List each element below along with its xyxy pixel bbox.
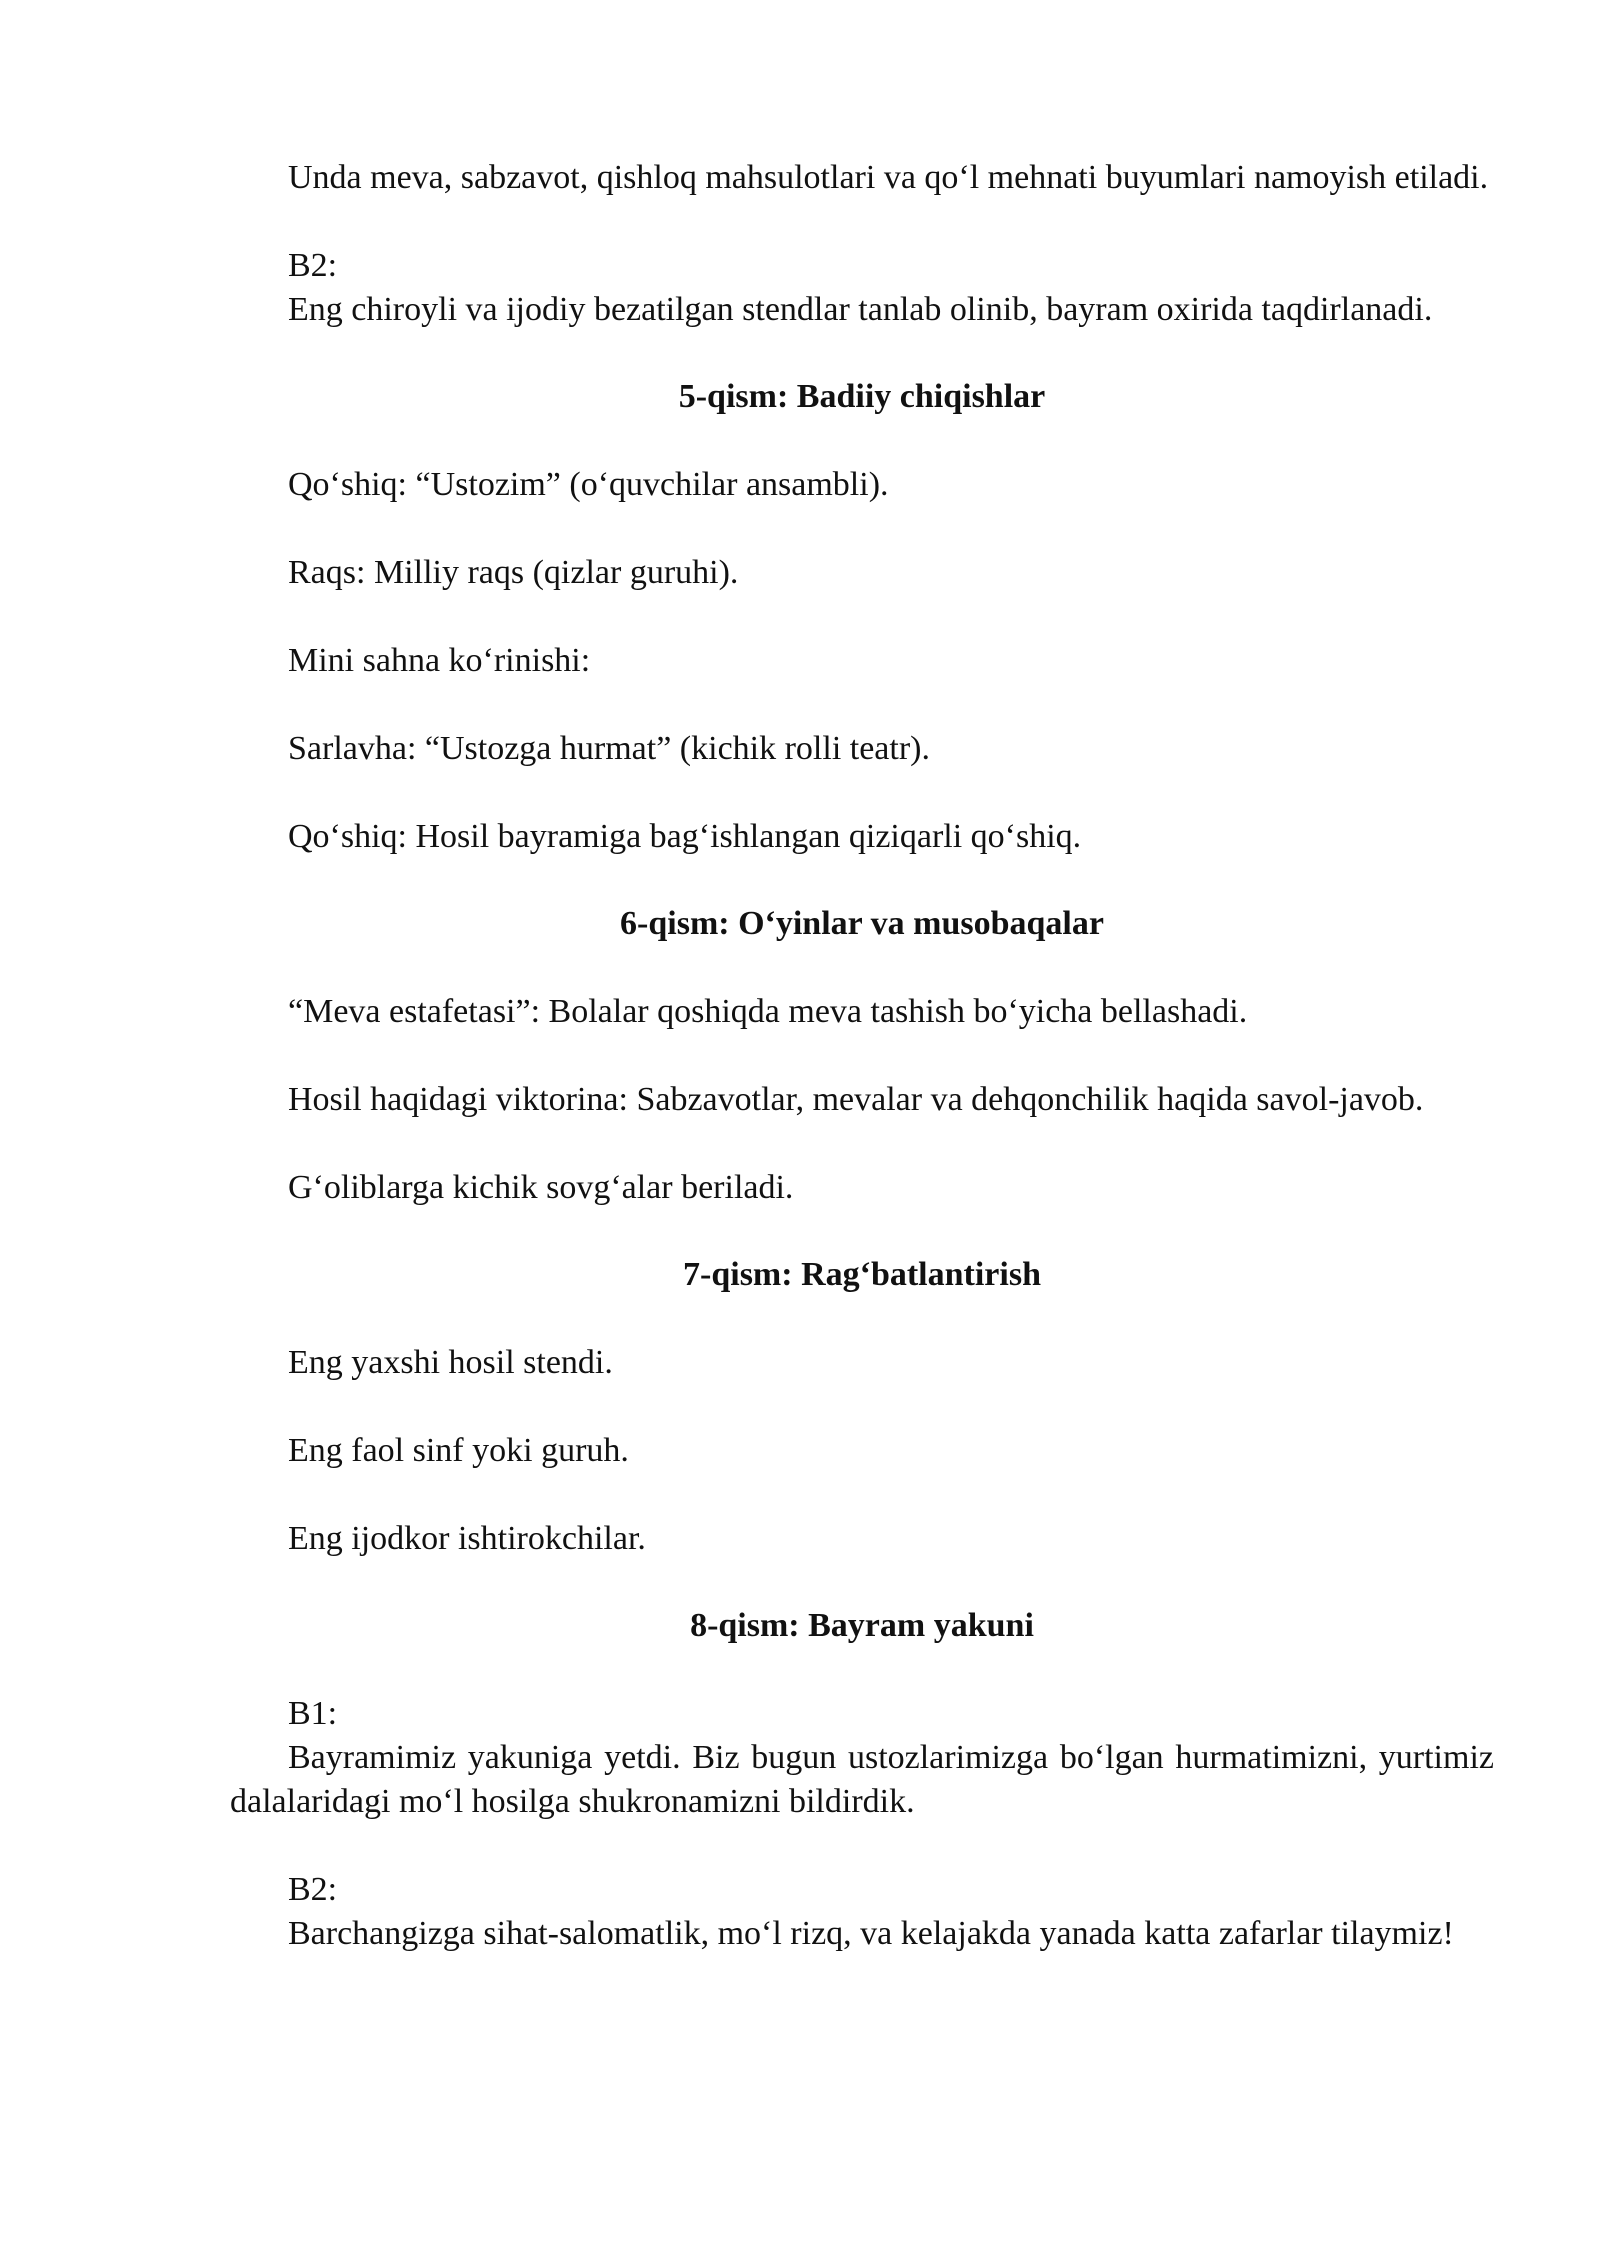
section-7-item-best-stand: Eng yaxshi hosil stendi. xyxy=(288,1344,613,1381)
speaker-label-b2-closing: B2: xyxy=(288,1871,338,1908)
section-5-heading: 5-qism: Badiiy chiqishlar xyxy=(678,378,1046,415)
section-7-item-active-class: Eng faol sinf yoki guruh. xyxy=(288,1432,629,1469)
speaker-label-b2: B2: xyxy=(288,247,338,284)
section-7-item-creative: Eng ijodkor ishtirokchilar. xyxy=(288,1520,646,1557)
document-page xyxy=(230,156,1494,1956)
section-6-item-quiz: Hosil haqidagi viktorina: Sabzavotlar, mevalar va dehqonchilik haqida savol-javob. xyxy=(288,1081,1424,1118)
section-5-item-harvest-song: Qo‘shiq: Hosil bayramiga bag‘ishlangan qiziqarli qo‘shiq. xyxy=(288,818,1082,855)
section-6-heading: 6-qism: O‘yinlar va musobaqalar xyxy=(620,905,1104,942)
closing-paragraph-2: Barchangizga sihat-salomatlik, mo‘l rizq, va kelajakda yanada katta zafarlar tilaymiz! xyxy=(288,1915,1454,1952)
closing-paragraph-1: Bayramimiz yakuniga yetdi. Biz bugun ustozlarimizga bo‘lgan hurmatimizni, yurtimiz dalalaridagi mo‘l hosilga shukronamizni bildirdik. xyxy=(230,1739,1494,1820)
section-5-item-dance: Raqs: Milliy raqs (qizlar guruhi). xyxy=(288,554,739,591)
exhibition-description: Unda meva, sabzavot, qishloq mahsulotlari va qo‘l mehnati buyumlari namoyish etiladi. xyxy=(288,159,1489,196)
stand-award-paragraph: Eng chiroyli va ijodiy bezatilgan stendlar tanlab olinib, bayram oxirida taqdirlanadi. xyxy=(288,291,1433,328)
section-8-heading: 8-qism: Bayram yakuni xyxy=(690,1607,1034,1644)
section-5-item-title: Sarlavha: “Ustozga hurmat” (kichik rolli teatr). xyxy=(288,730,930,767)
section-5-item-mini-scene: Mini sahna ko‘rinishi: xyxy=(288,642,591,679)
section-7-heading: 7-qism: Rag‘batlantirish xyxy=(683,1256,1041,1293)
section-6-item-relay: “Meva estafetasi”: Bolalar qoshiqda meva tashish bo‘yicha bellashadi. xyxy=(288,993,1248,1030)
speaker-label-b1: B1: xyxy=(288,1695,338,1732)
section-5-item-song: Qo‘shiq: “Ustozim” (o‘quvchilar ansambli). xyxy=(288,466,889,503)
section-6-item-prizes: G‘oliblarga kichik sovg‘alar beriladi. xyxy=(288,1169,794,1206)
